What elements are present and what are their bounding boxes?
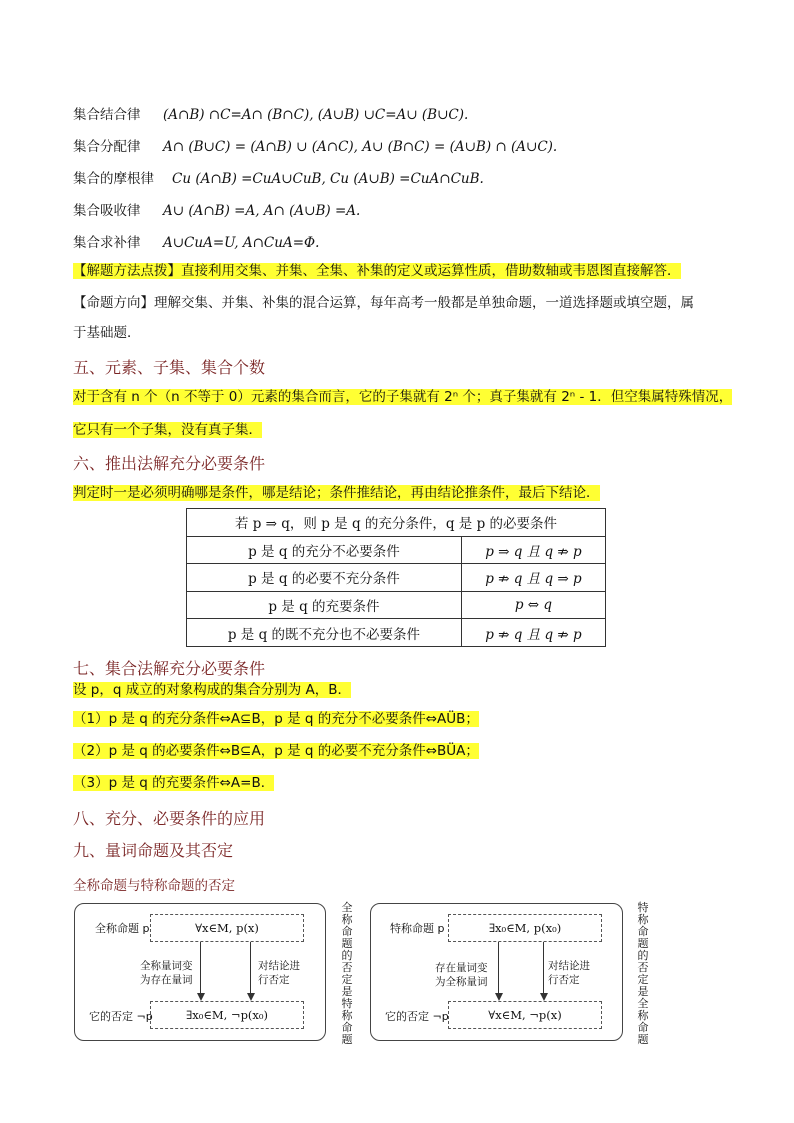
arrow-down-icon: [540, 993, 548, 1001]
law-formula: A∩ (B∪C) = (A∩B) ∪ (A∩C), A∪ (B∩C) = (A∪B) ∩ (A∪C).: [163, 139, 558, 155]
table-cell: p 是 q 的充分不必要条件: [187, 536, 462, 564]
diagram-caption: 全称命题与特称命题的否定: [73, 878, 235, 894]
diagram-right-note-right-2: 行否定: [548, 974, 580, 986]
law-formula: A∪CuA=U, A∩CuA=Φ.: [163, 235, 320, 251]
table-cell: p 是 q 的既不充分也不必要条件: [187, 619, 462, 647]
method-tip-text: 【解题方法点拨】直接利用交集、并集、全集、补集的定义或运算性质，借助数轴或韦恩图直接解答．: [73, 263, 681, 279]
section-7-item-2: [73, 738, 479, 764]
table-header: 若 p ⇒ q，则 p 是 q 的充分条件，q 是 p 的必要条件: [187, 509, 606, 537]
diagram-left-top-label: 全称命题 p: [95, 922, 150, 935]
law-de-morgan: [73, 167, 484, 187]
law-distributive: [73, 135, 557, 155]
section-7-item-3: [73, 770, 274, 796]
arrow-line: [250, 942, 251, 994]
law-label: 集合分配律: [73, 139, 141, 155]
table-row: [187, 591, 606, 619]
section-7-item-text: （3）p 是 q 的充要条件⇔A=B．: [73, 775, 275, 791]
diagram-left-note-right-1: 对结论进: [258, 960, 300, 972]
diagram-left-bottom-label: 它的否定 ¬p: [89, 1010, 153, 1023]
section-6-text-span: 判定时一是必须明确哪是条件，哪是结论；条件推结论，再由结论推条件，最后下结论．: [73, 485, 600, 501]
section-7-intro: [73, 677, 351, 703]
law-complement: [73, 231, 319, 251]
diagram-left-note-right-2: 行否定: [258, 974, 290, 986]
arrow-line: [543, 942, 544, 994]
diagram-right-side-text: 特称命题的否定是全称命题: [637, 901, 649, 1046]
law-formula: A∪ (A∩B) =A, A∩ (A∪B) =A.: [163, 203, 361, 219]
section-6-title: 六、推出法解充分必要条件: [73, 454, 266, 473]
law-formula: (A∩B) ∩C=A∩ (B∩C), (A∪B) ∪C=A∪ (B∪C).: [163, 107, 469, 123]
arrow-line: [200, 942, 201, 994]
section-6-text: [73, 480, 600, 506]
table-cell: p 是 q 的充要条件: [187, 591, 462, 619]
law-label: 集合求补律: [73, 235, 141, 251]
diagram-right-bottom-label: 它的否定 ¬p: [385, 1010, 449, 1023]
law-formula: Cu (A∩B) =CuA∪CuB, Cu (A∪B) =CuA∩CuB.: [172, 171, 484, 187]
diagram-right-note-left-1: 存在量词变: [435, 962, 488, 974]
table-row: [187, 619, 606, 647]
section-7-item-text: （1）p 是 q 的充分条件⇔A⊆B，p 是 q 的充分不必要条件⇔AÜB；: [73, 711, 479, 727]
section-5-line-1: [73, 384, 732, 410]
table-cell: p 是 q 的必要不充分条件: [187, 564, 462, 592]
table-cell: p ⇏ q 且 q ⇏ p: [461, 619, 605, 647]
diagram-right-top-label: 特称命题 p: [390, 922, 445, 935]
law-absorption: [73, 199, 360, 219]
section-5-line-1-text: 对于含有 n 个（n 不等于 0）元素的集合而言，它的子集就有 2ⁿ 个；真子集就有 2ⁿ - 1．但空集属特殊情况，: [73, 389, 733, 405]
diagram-left-note-left-1: 全称量词变: [140, 960, 193, 972]
diagram-left-side-text: 全称命题的否定是特称命题: [341, 901, 353, 1046]
diagram-left-top-formula: ∀x∈M, p(x): [150, 914, 304, 942]
arrow-line: [498, 942, 499, 994]
law-label: 集合的摩根律: [73, 171, 154, 187]
section-7-item-text: （2）p 是 q 的必要条件⇔B⊆A，p 是 q 的必要不充分条件⇔BÜA；: [73, 743, 479, 759]
diagram-left-note-left-2: 为存在量词: [140, 974, 193, 986]
section-5-line-2: [73, 417, 262, 443]
method-tip: [73, 258, 681, 284]
arrow-down-icon: [197, 993, 205, 1001]
diagram-right-top-formula: ∃x₀∈M, p(x₀): [448, 914, 602, 942]
section-7-intro-text: 设 p，q 成立的对象构成的集合分别为 A，B．: [73, 682, 352, 698]
section-7-item-1: [73, 706, 479, 732]
sufficient-necessary-table: [186, 508, 606, 647]
section-5-line-2-text: 它只有一个子集，没有真子集．: [73, 422, 262, 438]
table-cell: p ⇒ q 且 q ⇏ p: [461, 536, 605, 564]
arrow-down-icon: [247, 993, 255, 1001]
direction-line-1: 【命题方向】理解交集、并集、补集的混合运算，每年高考一般都是单独命题，一道选择题或填空题，属: [73, 295, 694, 311]
law-associative: [73, 103, 468, 123]
table-row: [187, 509, 606, 537]
diagram-right-note-left-2: 为全称量词: [435, 976, 488, 988]
table-row: [187, 564, 606, 592]
arrow-down-icon: [495, 993, 503, 1001]
diagram-left-bottom-formula: ∃x₀∈M, ¬p(x₀): [150, 1001, 304, 1029]
law-label: 集合结合律: [73, 107, 141, 123]
direction-line-2: 于基础题．: [73, 325, 141, 341]
table-row: [187, 536, 606, 564]
table-cell: p ⇏ q 且 q ⇒ p: [461, 564, 605, 592]
diagram-right-note-right-1: 对结论进: [548, 960, 590, 972]
section-5-title: 五、元素、子集、集合个数: [73, 358, 266, 377]
section-9-title: 九、量词命题及其否定: [73, 841, 234, 860]
law-label: 集合吸收律: [73, 203, 141, 219]
section-7-title: 七、集合法解充分必要条件: [73, 659, 266, 678]
table-cell: p ⇔ q: [461, 591, 605, 619]
section-8-title: 八、充分、必要条件的应用: [73, 809, 266, 828]
diagram-right-bottom-formula: ∀x∈M, ¬p(x): [448, 1001, 602, 1029]
